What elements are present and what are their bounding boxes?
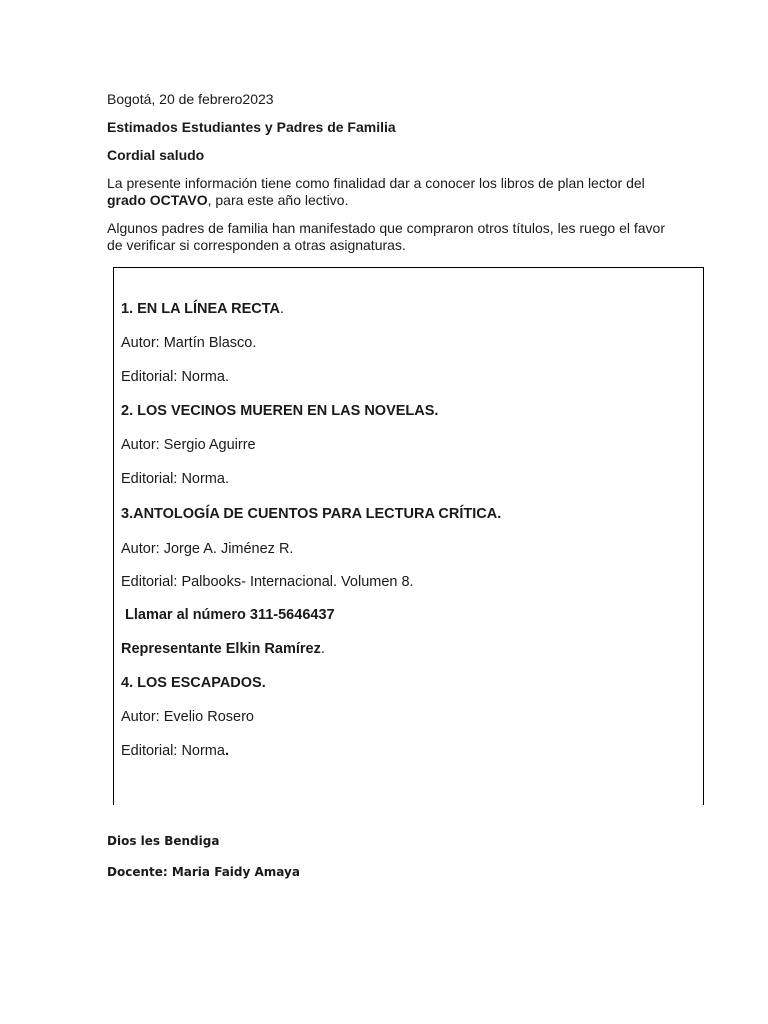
book-3-author: Autor: Jorge A. Jiménez R. — [121, 541, 294, 557]
book-4-title: 4. LOS ESCAPADOS. — [121, 675, 266, 691]
book-2-editorial: Editorial: Norma. — [121, 471, 229, 487]
book-3-representative-name: Representante Elkin Ramírez — [121, 641, 321, 657]
book-2-author: Autor: Sergio Aguirre — [121, 437, 256, 453]
book-3-representative — [121, 640, 325, 658]
intro-line-2-rest: , para este año lectivo. — [207, 192, 349, 208]
intro-line-2 — [107, 192, 348, 209]
blessing: Dios les Bendiga — [107, 834, 220, 848]
book-3-title: 3.ANTOLOGÍA DE CUENTOS PARA LECTURA CRÍTICA. — [121, 506, 502, 522]
book-2-title: 2. LOS VECINOS MUEREN EN LAS NOVELAS. — [121, 403, 439, 419]
book-4-editorial — [121, 742, 229, 760]
book-3-call-number: Llamar al número 311-5646437 — [125, 607, 335, 623]
book-1-title — [121, 300, 284, 318]
book-1-author: Autor: Martín Blasco. — [121, 335, 257, 351]
book-3-editorial: Editorial: Palbooks- Internacional. Volumen 8. — [121, 574, 414, 590]
book-3-representative-period: . — [320, 641, 325, 657]
book-1-title-text: 1. EN LA LÍNEA RECTA — [121, 301, 280, 317]
book-1-editorial: Editorial: Norma. — [121, 369, 229, 385]
book-list-box — [113, 267, 704, 805]
salutation: Cordial saludo — [107, 147, 205, 163]
date-line: Bogotá, 20 de febrero2023 — [107, 91, 274, 107]
intro-line-1: La presente información tiene como finalidad dar a conocer los libros de plan lector del — [107, 175, 645, 191]
grade-highlight: grado OCTAVO — [107, 192, 208, 208]
book-4-author: Autor: Evelio Rosero — [121, 709, 254, 725]
note-line-2: de verificar si corresponden a otras asignaturas. — [107, 237, 406, 253]
book-4-editorial-period: . — [224, 743, 229, 759]
book-4-editorial-text: Editorial: Norma — [121, 743, 225, 759]
greeting: Estimados Estudiantes y Padres de Familia — [107, 119, 396, 135]
teacher-signature: Docente: Maria Faidy Amaya — [107, 865, 300, 879]
note-line-1: Algunos padres de familia han manifestado que compraron otros títulos, les ruego el favor — [107, 220, 665, 236]
book-1-title-period: . — [279, 301, 285, 317]
